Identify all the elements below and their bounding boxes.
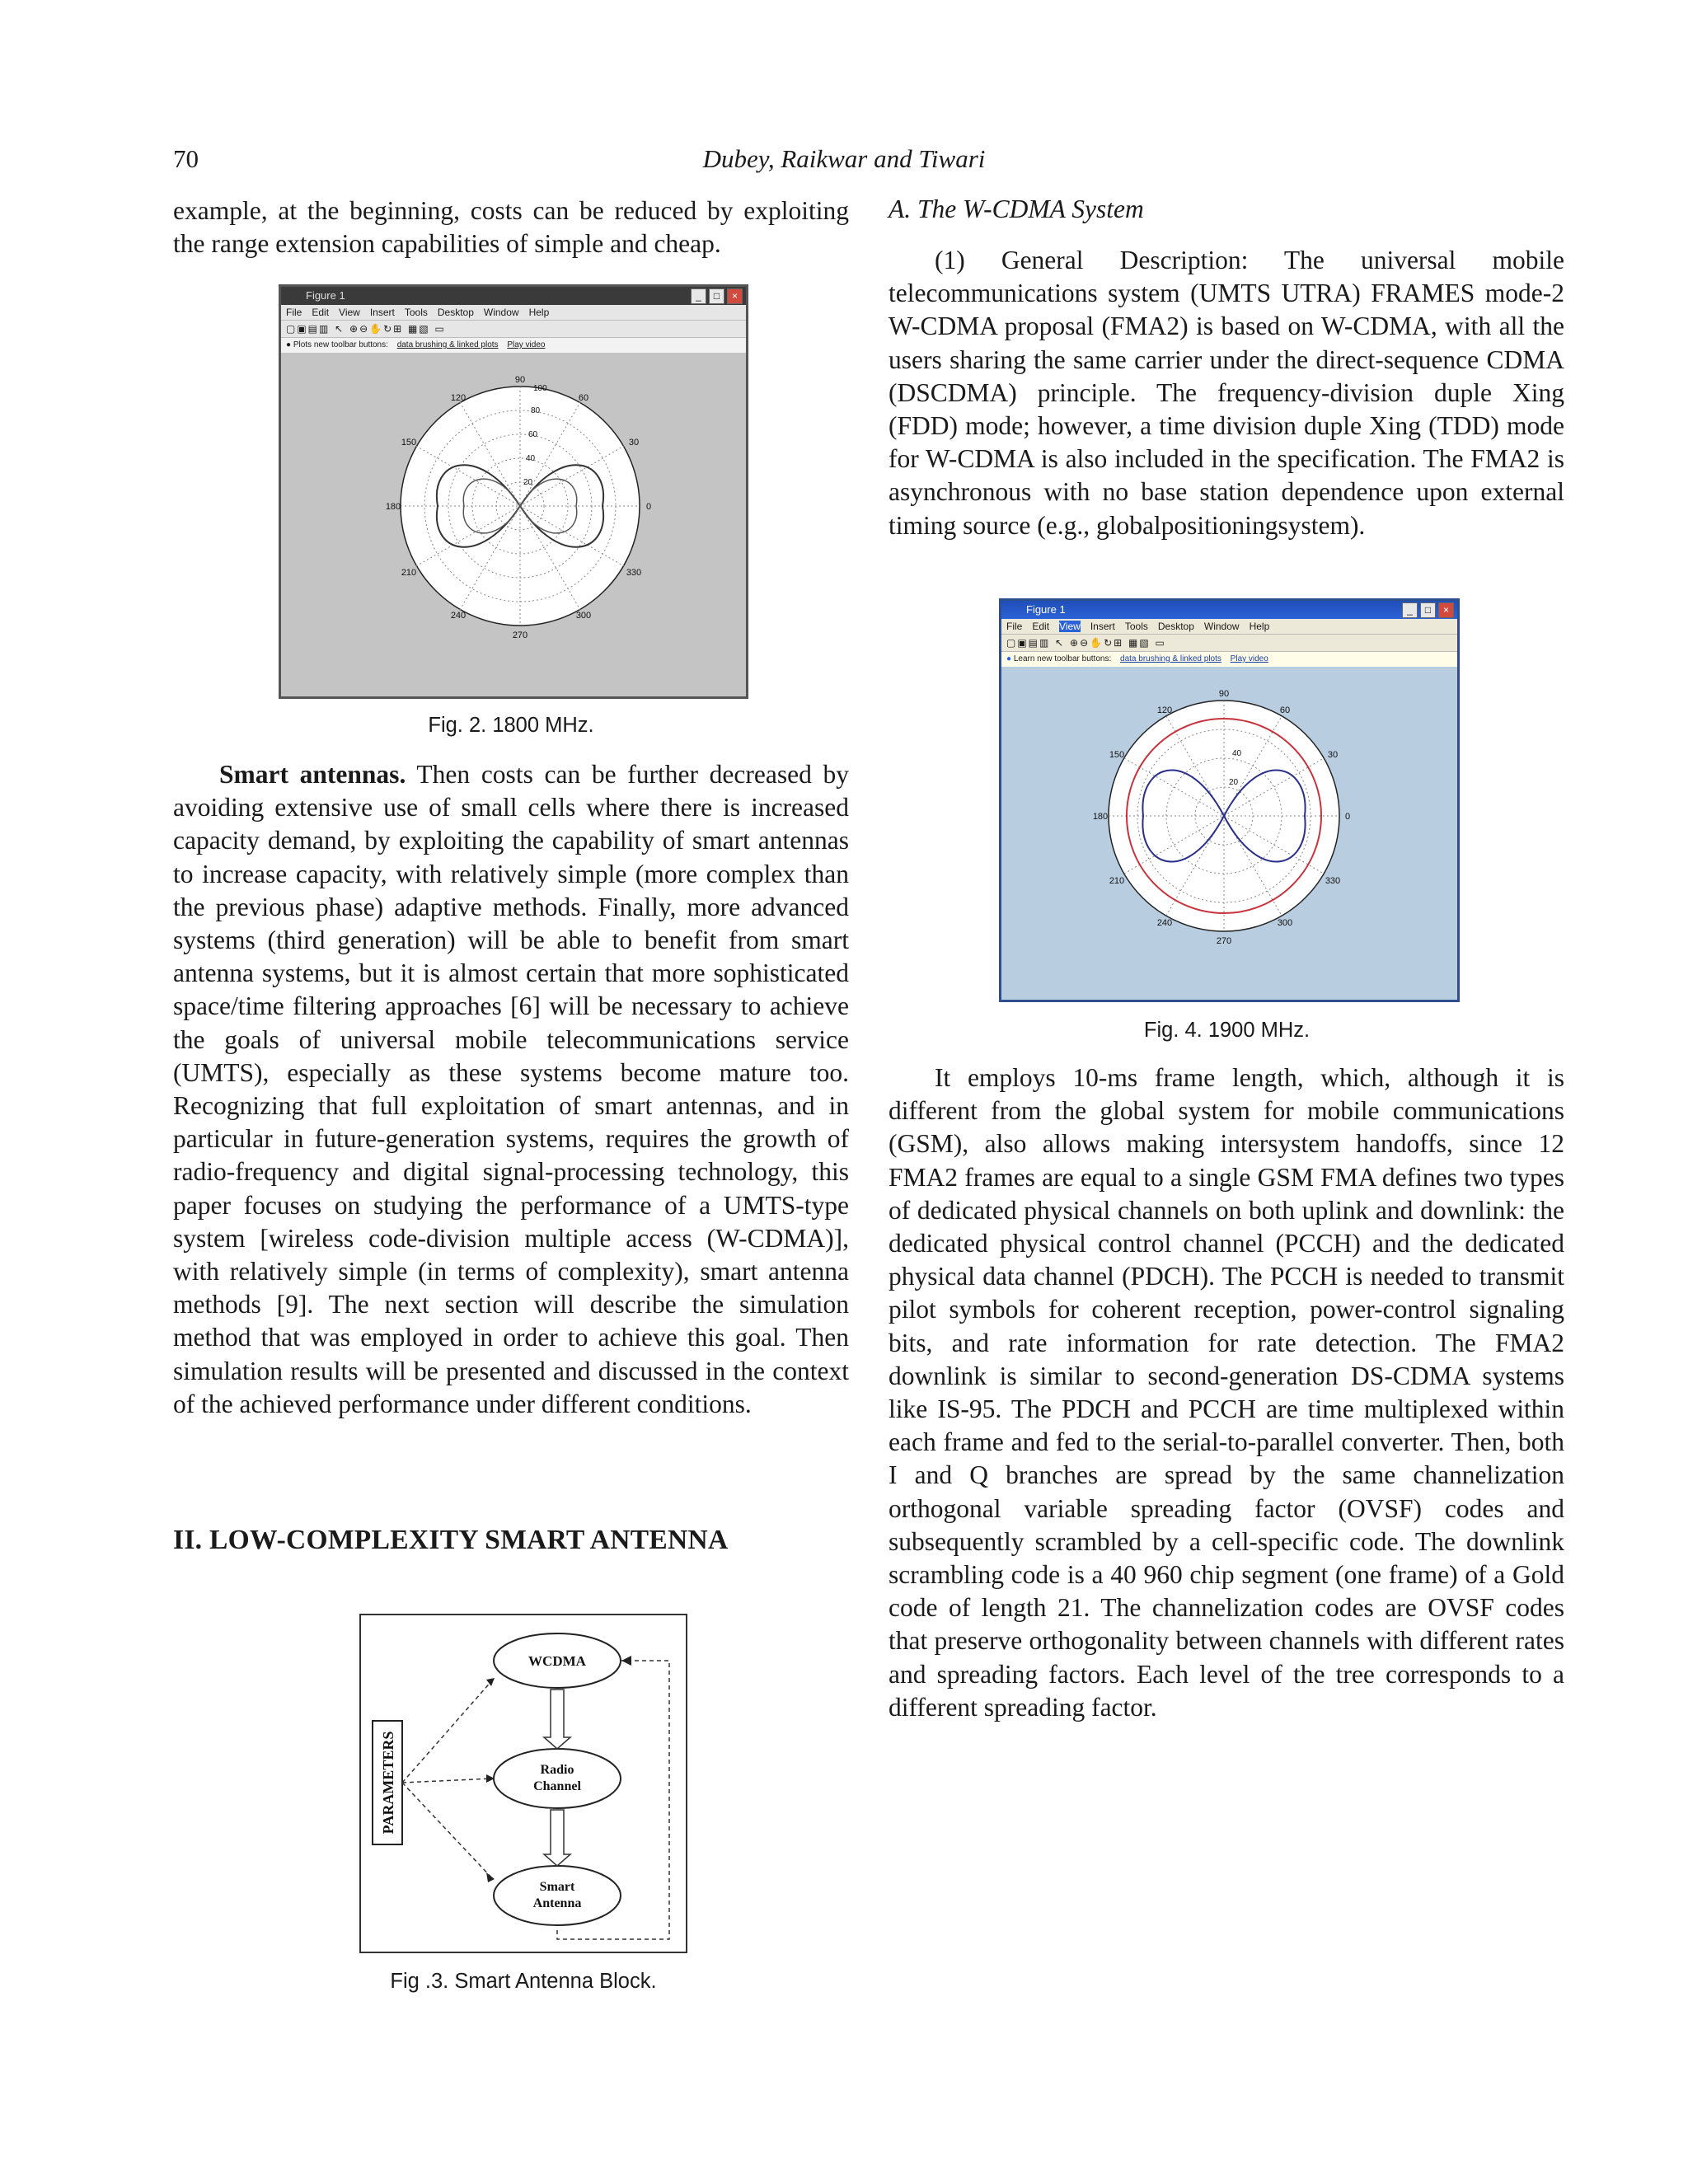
- parameters-label: PARAMETERS: [380, 1731, 396, 1835]
- angle-label: 0: [1344, 812, 1351, 822]
- minimize-icon[interactable]: _: [1402, 602, 1418, 618]
- figure-4-polar-plot: [1001, 667, 1452, 996]
- close-icon[interactable]: ×: [1438, 602, 1454, 618]
- figure-3-caption: Fig .3. Smart Antenna Block.: [390, 1970, 657, 1993]
- angle-label: 180: [385, 502, 401, 512]
- angle-label: 30: [1327, 750, 1339, 760]
- radial-label: 20: [523, 478, 533, 487]
- menu-item[interactable]: Desktop: [437, 307, 474, 318]
- smart-antennas-lead: Smart antennas.: [219, 760, 406, 789]
- maximize-icon[interactable]: □: [709, 288, 724, 304]
- angle-label: 210: [1109, 876, 1125, 886]
- angle-label: 270: [512, 630, 528, 640]
- menu-item[interactable]: File: [1006, 621, 1023, 632]
- menu-item[interactable]: Help: [528, 307, 550, 318]
- angle-label: 60: [1279, 705, 1291, 715]
- angle-label: 0: [645, 502, 652, 512]
- angle-label: 300: [575, 611, 592, 621]
- close-icon[interactable]: ×: [727, 288, 743, 304]
- menu-item[interactable]: Insert: [369, 307, 395, 318]
- angle-label: 300: [1277, 918, 1293, 928]
- angle-label: 150: [1109, 750, 1125, 760]
- angle-label: 240: [1156, 918, 1173, 928]
- figure-2-caption: Fig. 2. 1800 MHz.: [428, 714, 594, 737]
- angle-label: 210: [401, 568, 417, 578]
- subsection-heading: A. The W-CDMA System: [889, 194, 1144, 223]
- frame-paragraph-text: It employs 10-ms frame length, which, although it is different from the global system for mobile communications (GSM), also allows making intersystem handoffs, since 12 FMA2 frames are equal to a single GSM FMA defines two types of dedicated physical channels on both uplink and downlink: the dedicated physical control channel (PCCH) and the dedicated physical data channel (PDCH). The PCCH is needed to transmit pilot symbols for coherent reception, power-control signaling bits, and rate information for rate detection. The FMA2 downlink is similar to second-generation DS-CDMA systems like IS-95. The PDCH and PCCH are time multiplexed within each frame and fed to the serial-to-parallel converter. Then, both I and Q branches are spread by the same channelization orthogonal variable spreading factor (OVSF) codes and subsequently scrambled by a cell-specific code. The downlink scrambling code is a 40 960 chip segment (one frame) of a Gold code of length 21. The channelization codes are OVSF codes that preserve orthogonality between channels with different rates and spreading factors. Each level of the tree corresponds to a different spreading factor.: [889, 1063, 1564, 1722]
- angle-label: 90: [514, 375, 526, 385]
- running-head: Dubey, Raikwar and Tiwari: [702, 144, 986, 173]
- angle-label: 90: [1218, 689, 1230, 699]
- radial-label: 60: [528, 430, 538, 439]
- figure-4-window: [999, 598, 1460, 1002]
- figure-2-title: Figure 1: [306, 289, 345, 302]
- angle-label: 240: [450, 611, 467, 621]
- figure-2-toolbar-icons[interactable]: ▢▣▤▥ ↖ ⊕⊖✋↻⊞ ▦▧ ▭: [281, 320, 746, 337]
- radial-label: 100: [533, 384, 547, 393]
- page-number: 70: [173, 144, 199, 173]
- radial-label: 40: [1232, 749, 1242, 758]
- info-text: Plots new toolbar buttons:: [293, 340, 388, 349]
- figure-2-titlebar: [281, 287, 746, 305]
- intro-paragraph: [173, 194, 849, 260]
- angle-label: 30: [628, 438, 640, 448]
- frame-paragraph: [889, 1062, 1564, 1724]
- angle-label: 60: [578, 393, 589, 403]
- maximize-icon[interactable]: □: [1420, 602, 1436, 618]
- section-heading: II. LOW-COMPLEXITY SMART ANTENNA: [173, 1525, 729, 1555]
- figure-4-infobar: [1001, 651, 1457, 667]
- radio-channel-label-1: Radio: [540, 1763, 574, 1777]
- info-link-brushing[interactable]: data brushing & linked plots: [1120, 654, 1221, 663]
- menu-item[interactable]: Window: [1203, 621, 1240, 632]
- intro-text: example, at the beginning, costs can be reduced by exploiting the range extension capabilities of simple and cheap.: [173, 196, 849, 259]
- figure-4-toolbar-icons[interactable]: ▢▣▤▥ ↖ ⊕⊖✋↻⊞ ▦▧ ▭: [1001, 634, 1457, 651]
- menu-item[interactable]: Tools: [404, 307, 428, 318]
- angle-label: 120: [1156, 705, 1173, 715]
- smart-antenna-label-1: Smart: [539, 1880, 575, 1894]
- info-link-video[interactable]: Play video: [1230, 654, 1268, 663]
- menu-item[interactable]: View: [339, 307, 360, 318]
- minimize-icon[interactable]: _: [691, 288, 706, 304]
- menu-item[interactable]: Insert: [1090, 621, 1115, 632]
- figure-4-title: Figure 1: [1026, 603, 1066, 616]
- radial-label: 80: [531, 406, 541, 415]
- info-link-video[interactable]: Play video: [507, 340, 546, 349]
- smart-antenna-node: [494, 1866, 621, 1925]
- wcdma-label: WCDMA: [528, 1653, 586, 1669]
- menu-item[interactable]: View: [1059, 621, 1081, 632]
- menu-item[interactable]: Tools: [1124, 621, 1148, 632]
- figure-2-window: [279, 284, 748, 699]
- angle-label: 330: [1325, 876, 1341, 886]
- window-controls: [1402, 602, 1454, 618]
- info-link-brushing[interactable]: data brushing & linked plots: [396, 340, 499, 349]
- angle-label: 180: [1092, 812, 1109, 822]
- angle-label: 150: [401, 438, 417, 448]
- menu-item[interactable]: File: [286, 307, 302, 318]
- menu-item[interactable]: Window: [483, 307, 519, 318]
- figure-4-menubar: [1001, 619, 1457, 634]
- figure-2-infobar: [281, 337, 746, 353]
- menu-item[interactable]: Help: [1249, 621, 1270, 632]
- angle-label: 330: [626, 568, 642, 578]
- smart-antennas-paragraph: [173, 758, 849, 1421]
- radial-label: 20: [1229, 778, 1239, 787]
- figure-2-menubar: [281, 305, 746, 320]
- info-text: Learn new toolbar buttons:: [1013, 654, 1112, 663]
- radial-label: 40: [526, 454, 536, 463]
- figure-2-polar-plot: [281, 353, 741, 693]
- smart-antenna-label-2: Antenna: [532, 1896, 582, 1910]
- general-description-text: (1) General Description: The universal mobile telecommunications system (UMTS UTRA) FRAMES mode-2 W-CDMA proposal (FMA2) is based on W-CDMA, with all the users sharing the same carrier under the direct-sequence CDMA (DSCDMA) principle. The frequency-division duple Xing (FDD) mode; however, a time division duple Xing (TDD) mode for W-CDMA is also included in the specification. The FMA2 is asynchronous with no base station dependence upon external timing source (e.g., globalpositioningsystem).: [889, 246, 1564, 540]
- menu-item[interactable]: Edit: [312, 307, 330, 318]
- menu-item[interactable]: Desktop: [1157, 621, 1194, 632]
- info-icon: ●: [1006, 654, 1012, 663]
- info-icon: ●: [286, 340, 292, 349]
- radio-channel-node: [494, 1749, 621, 1808]
- menu-item[interactable]: Edit: [1032, 621, 1050, 632]
- smart-antennas-body: Then costs can be further decreased by avoiding extensive use of small cells where there is increased capacity demand, by exploiting the capability of smart antennas to increase capacity, with relatively simple (more complex than the previous phase) adaptive methods. Finally, more advanced systems (third generation) will be able to benefit from smart antenna systems, but it is almost certain that more sophisticated space/time filtering approaches [6] will be necessary to achieve the goals of universal mobile telecommunications service (UMTS), especially as these systems become mature too. Recognizing that full exploitation of smart antennas, and in particular in future-generation systems, requires the growth of radio-frequency and digital signal-processing technology, this paper focuses on studying the performance of a UMTS-type system [wireless code-division multiple access (W-CDMA)], with relatively simple (in terms of complexity), smart antenna methods [9]. The next section will describe the simulation method that was employed in order to achieve this goal. Then simulation results will be presented and discussed in the context of the achieved performance under different conditions.: [173, 760, 849, 1418]
- angle-label: 270: [1216, 936, 1232, 946]
- angle-label: 120: [450, 393, 467, 403]
- figure-3-block-diagram: [359, 1614, 687, 1953]
- general-description-paragraph: [889, 244, 1564, 542]
- figure-4-caption: Fig. 4. 1900 MHz.: [1143, 1019, 1311, 1042]
- figure-4-titlebar: [1001, 601, 1457, 619]
- radio-channel-label-2: Channel: [533, 1779, 581, 1793]
- window-controls: [691, 288, 743, 304]
